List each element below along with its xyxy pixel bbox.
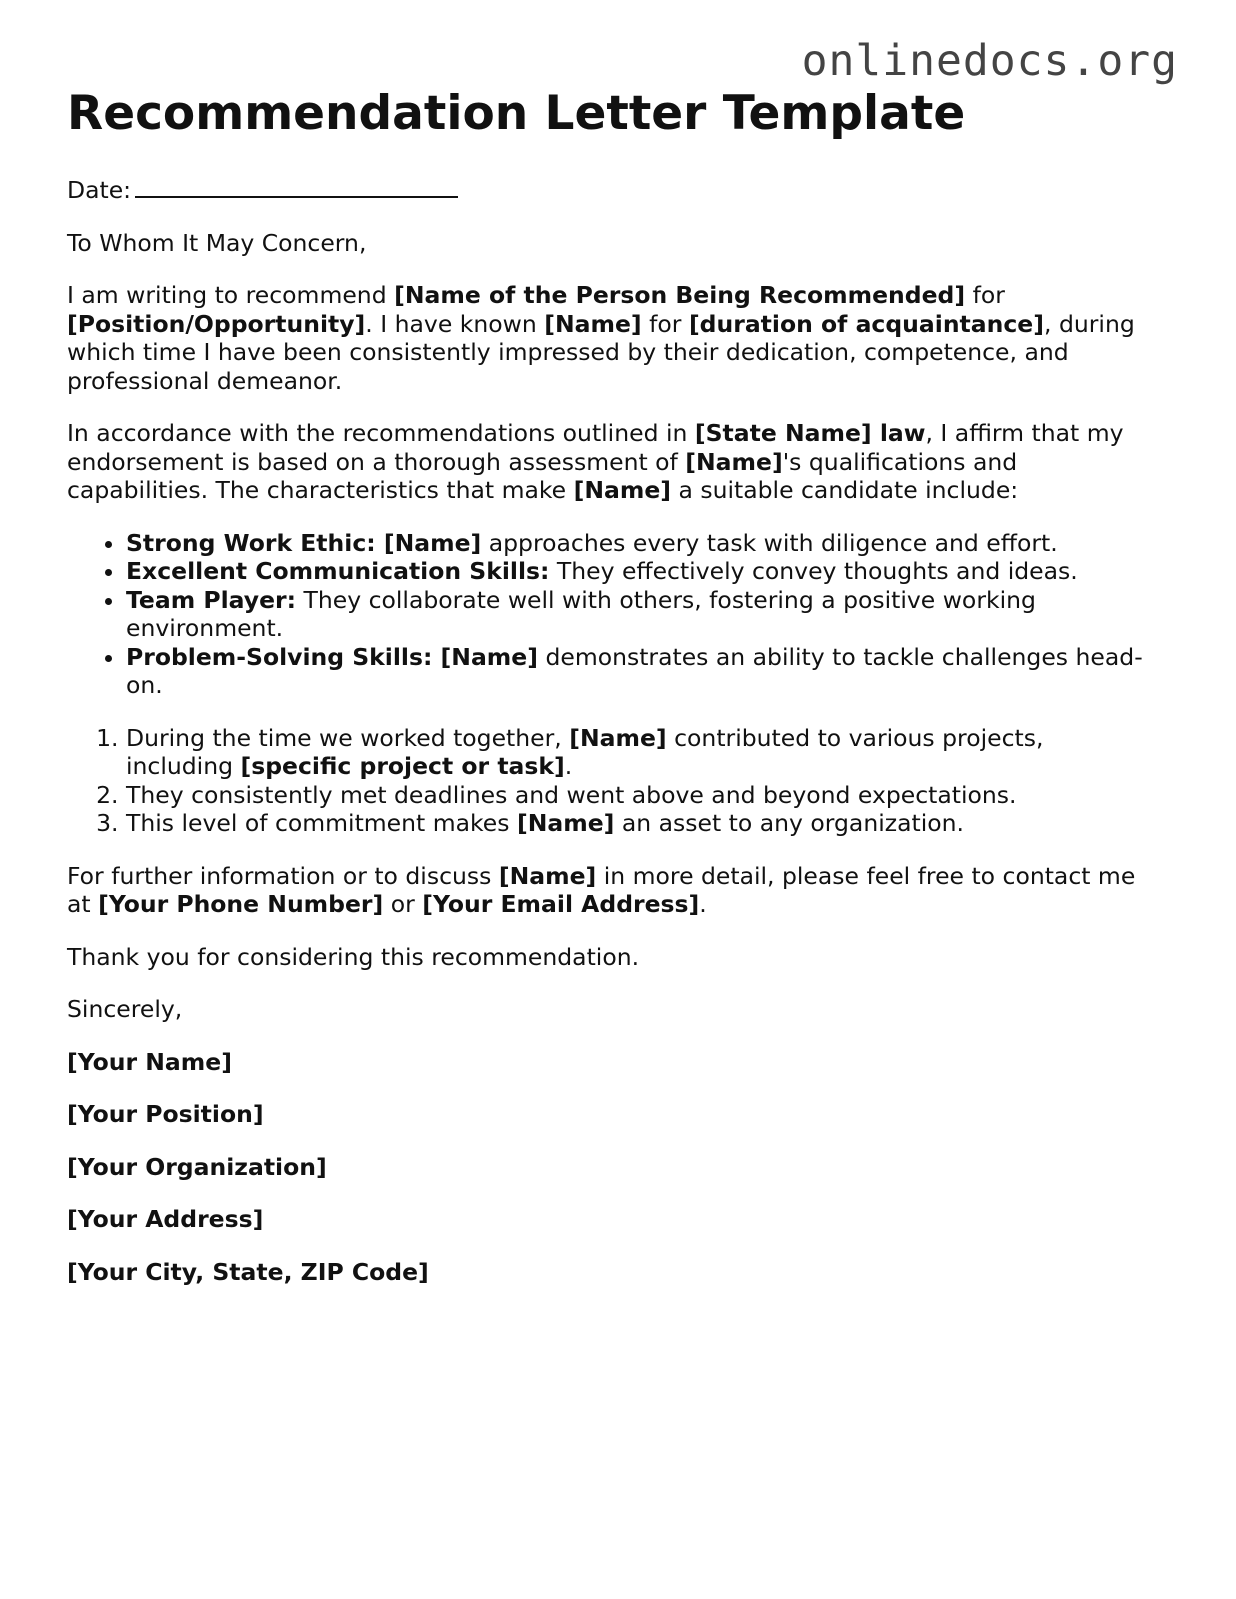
placeholder-text: [Name]	[498, 861, 597, 890]
text: , during which time I have been consistently impressed by their dedication, competence, and professional demeanor.	[67, 309, 1135, 395]
item-text: approaches every task with diligence and effort.	[481, 528, 1058, 557]
signature-position: [Your Position]	[67, 1100, 264, 1128]
site-watermark: onlinedocs.org	[801, 36, 1178, 86]
signature-address: [Your Address]	[67, 1205, 264, 1233]
salutation: To Whom It May Concern,	[67, 228, 367, 257]
text: for	[965, 281, 1005, 309]
page-title: Recommendation Letter Template	[67, 86, 966, 141]
signature-city: [Your City, State, ZIP Code]	[67, 1257, 429, 1286]
intro-paragraph	[67, 281, 1157, 395]
placeholder-text: [Name]	[573, 476, 672, 504]
date-label: Date:	[67, 176, 132, 204]
date-line	[67, 174, 1157, 205]
placeholder-text: [State Name] law	[694, 419, 926, 447]
placeholder-text: [Your Email Address]	[422, 890, 700, 918]
item-text: demonstrates an ability to tackle challenges head-on.	[126, 642, 1143, 699]
list-item	[126, 586, 1157, 643]
text: for	[641, 309, 689, 338]
placeholder-text: [Name]	[685, 447, 783, 476]
text: This level of commitment makes	[126, 809, 517, 837]
item-heading: Team Player:	[126, 585, 297, 614]
list-item	[126, 643, 1157, 700]
contact-paragraph	[67, 862, 1157, 919]
placeholder-text: [Name of the Person Being Recommended]	[394, 281, 966, 309]
item-text: They effectively convey thoughts and ideas.	[549, 557, 1078, 585]
list-item	[126, 557, 1157, 586]
signature-block	[67, 1048, 1157, 1287]
item-heading: Excellent Communication Skills:	[126, 557, 550, 585]
date-blank-line	[135, 174, 458, 198]
text: For further information or to discuss	[67, 861, 499, 890]
list-item	[126, 781, 1157, 810]
list-item	[126, 809, 1157, 838]
law-paragraph	[67, 419, 1157, 505]
signature-name: [Your Name]	[67, 1047, 232, 1076]
placeholder-text: [duration of acquaintance]	[688, 309, 1044, 338]
item-text: They collaborate well with others, fostering a positive working environment.	[126, 585, 1036, 642]
text: I am writing to recommend	[67, 281, 395, 309]
text: a suitable candidate include:	[671, 476, 1019, 504]
contributions-list	[67, 724, 1157, 838]
placeholder-text: [Name]	[544, 309, 642, 338]
placeholder-text: [Position/Opportunity]	[67, 309, 366, 338]
closing-line: Sincerely,	[67, 995, 183, 1023]
text: .	[699, 890, 707, 918]
signature-organization: [Your Organization]	[67, 1152, 327, 1181]
placeholder-text: [Your Phone Number]	[98, 890, 384, 918]
item-heading: Problem-Solving Skills: [Name]	[126, 642, 538, 671]
text: They consistently met deadlines and went above and beyond expectations.	[126, 780, 1017, 809]
placeholder-text: [Name]	[569, 723, 667, 752]
text: In accordance with the recommendations outlined in	[67, 419, 695, 447]
text: , I affirm that my endorsement is based on a thorough assessment of	[67, 419, 1124, 476]
text: or	[383, 890, 423, 918]
text: 's qualifications and capabilities. The characteristics that make	[67, 447, 1018, 504]
text: contributed to various projects, including	[126, 723, 1044, 780]
item-heading: Strong Work Ethic: [Name]	[126, 528, 482, 557]
placeholder-text: [specific project or task]	[240, 752, 565, 780]
text: .	[564, 752, 573, 780]
list-item	[126, 724, 1157, 781]
text: an asset to any organization.	[614, 809, 964, 837]
document-page	[67, 84, 1157, 1310]
list-item	[126, 529, 1157, 558]
text: . I have known	[365, 309, 545, 338]
characteristics-list	[67, 529, 1157, 700]
placeholder-text: [Name]	[516, 809, 615, 837]
thanks-line: Thank you for considering this recommendation.	[67, 942, 640, 971]
text: During the time we worked together,	[126, 723, 570, 752]
text: in more detail, please feel free to contact me at	[67, 861, 1136, 918]
